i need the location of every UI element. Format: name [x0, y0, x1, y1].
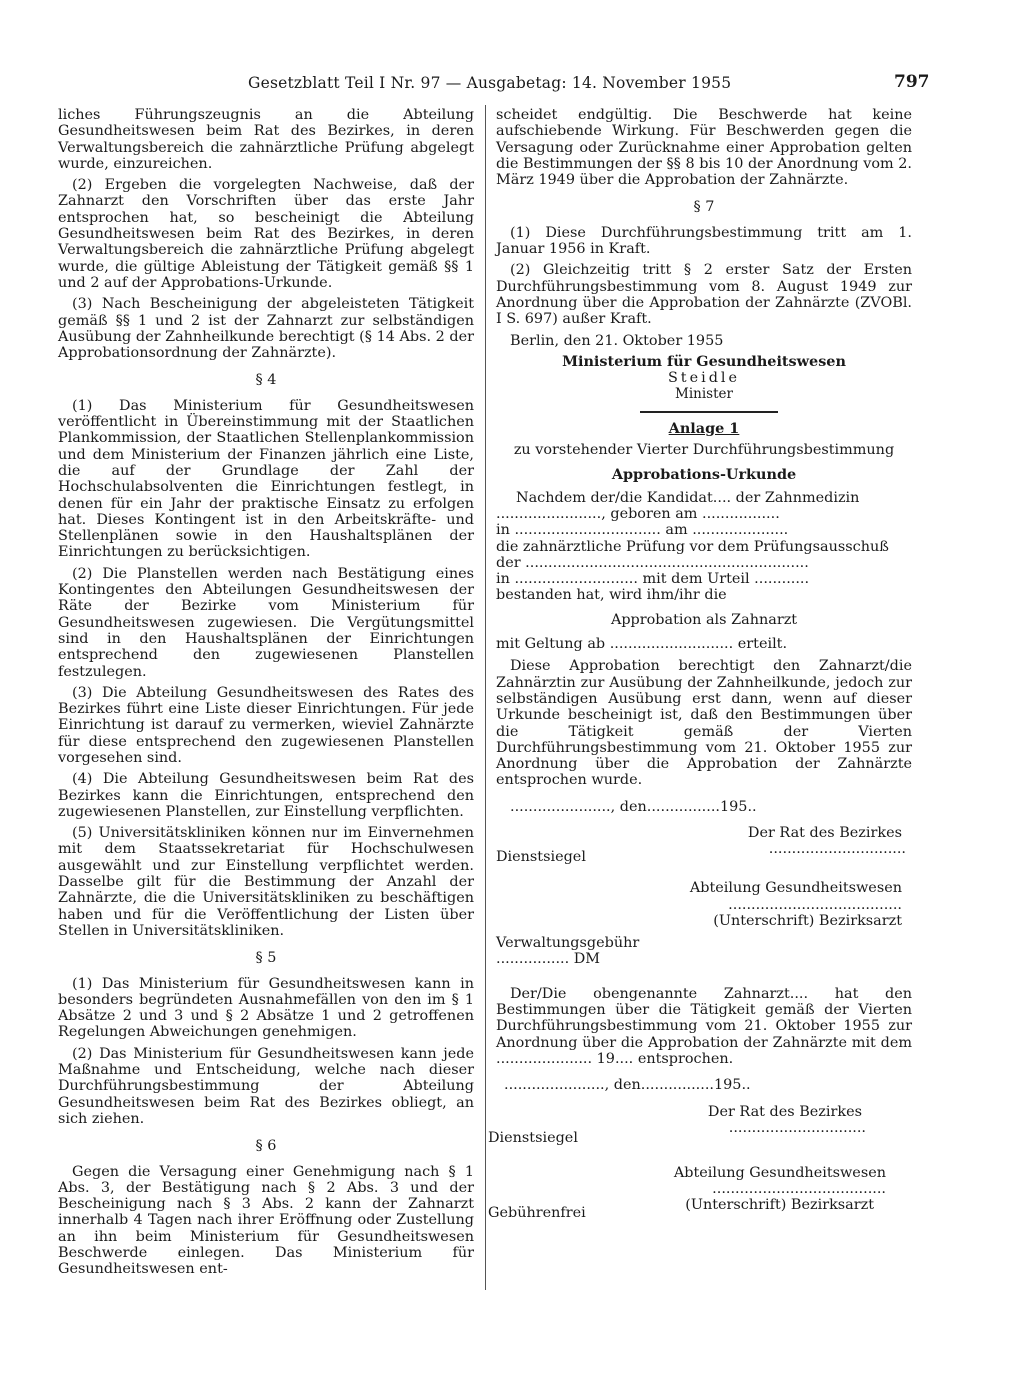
column-divider: [485, 105, 486, 1290]
form-line-6: in ........................... mit dem Urteil ............: [496, 571, 810, 588]
fee-label: Verwaltungsgebühr: [496, 935, 640, 952]
form-line-5: der ..............................................................: [496, 554, 809, 571]
validity-line: mit Geltung ab ........................... erteilt.: [496, 636, 788, 653]
paragraph-6: Gegen die Versagung einer Genehmigung nach § 1 Abs. 3, der Bestätigung nach § 2 Abs. 3 und der Bescheinigung nach § 3 Abs. 2 kann der Zahnarzt innerhalb 4 Tagen nach ihrer Eröffnung oder Zustellung an ihn beim Ministerium für Gesundheitswesen Beschwerde einlegen. Das Ministerium für Gesundheitswesen ent-: [58, 1163, 474, 1278]
seal-row-2: [488, 1119, 912, 1146]
signature-dots-2: ......................................: [728, 896, 902, 913]
authorization-paragraph: Diese Approbation berechtigt den Zahnarzt/die Zahnärztin zur Ausübung der Zahnheilkunde, jedoch zur selbständigen Ausübung erst dann, wenn auf dieser Urkunde bescheinigt ist, daß den Bestimmungen über die Tätigkeit gemäß der Vierten Durchführungsbestimmung vom 21. Oktober 1955 zur Anordnung über die Approbation der Zahnärzte entsprochen wurde.: [496, 658, 912, 789]
page-number: 797: [894, 72, 930, 92]
date-line-2: ......................, den................195..: [504, 1077, 751, 1094]
paragraph-4-5: (5) Universitätskliniken können nur im Einvernehmen mit dem Staatssekretariat für Hochschulwesen ausgewählt und zur Einstellung verpflichtet werden. Dasselbe gilt für die Bestimmung der Anzahl der Zahnärzte, die die Universitätskliniken zu beschäftigen haben und für die Veröffentlichung der Listen über Stellen in Universitätskliniken.: [58, 825, 474, 939]
seal-label-2: Dienstsiegel: [488, 1129, 578, 1146]
section-6-heading: § 6: [255, 1138, 277, 1155]
signature-caption-1: (Unterschrift) Bezirksarzt: [713, 912, 902, 929]
annex-title: Anlage 1: [668, 419, 740, 437]
approbation-line: Approbation als Zahnarzt: [610, 611, 798, 628]
paragraph-4-2: (2) Die Planstellen werden nach Bestätigung eines Kontingentes den Abteilungen Gesundheitswesen der Räte der Bezirke vom Ministerium für Gesundheitswesen zugewiesen. Die Vergütungsmittel sind in den Haushaltsplänen der Einrichtungen entsprechend den zugewiesenen Planstellen festzulegen.: [58, 565, 474, 680]
paragraph-6-continued: scheidet endgültig. Die Beschwerde hat keine aufschiebende Wirkung. Für Beschwerden gegen die Versagung oder Zurücknahme einer Approbation gelten die Bestimmungen der §§ 8 bis 10 der Anordnung vom 2. März 1949 über die Approbation der Zahnärzte.: [496, 107, 912, 189]
page-header: [0, 74, 1024, 98]
signature-caption-2: (Unterschrift) Bezirksarzt: [685, 1197, 874, 1214]
paragraph-7-1: (1) Diese Durchführungsbestimmung tritt am 1. Januar 1956 in Kraft.: [496, 224, 912, 258]
right-column: [488, 107, 912, 1222]
paragraph-continued: liches Führungszeugnis an die Abteilung Gesundheitswesen beim Rat des Bezirkes, in deren Verwaltungsbereich die zahnärztliche Prüfung abgelegt wurde, einzureichen.: [58, 107, 474, 172]
health-department-label-1: Abteilung Gesundheitswesen: [689, 880, 902, 897]
form-line-7: bestanden hat, wird ihm/ihr die: [496, 587, 727, 604]
confirmation-paragraph: Der/Die obengenannte Zahnarzt.... hat den Bestimmungen über die Tätigkeit gemäß der Vierten Durchführungsbestimmung vom 21. Oktober 1955 zur Anordnung über die Approbation der Zahnärzte mit dem ..................... 19.... entsprochen.: [496, 985, 912, 1067]
signer-name: Steidle: [667, 370, 741, 387]
section-7-heading: § 7: [693, 199, 715, 216]
paragraph-5-1: (1) Das Ministerium für Gesundheitswesen kann in besonders begründeten Ausnahmefällen von den im § 1 Absätze 2 und 3 und § 2 Absätze 1 und 2 getroffenen Regelungen Abweichungen genehmigen.: [58, 975, 474, 1041]
paragraph-7-2: (2) Gleichzeitig tritt § 2 erster Satz der Ersten Durchführungsbestimmung vom 8. August 1949 zur Anordnung über die Approbation der Zahnärzte (ZVOBl. I S. 697) außer Kraft.: [496, 262, 912, 328]
signer-title: Minister: [675, 386, 733, 403]
annex-subtitle: zu vorstehender Vierter Durchführungsbestimmung: [513, 442, 895, 459]
council-label-1: Der Rat des Bezirkes: [747, 824, 902, 841]
paragraph-4-4: (4) Die Abteilung Gesundheitswesen beim Rat des Bezirkes kann die Einrichtungen, entsprechend den zugewiesenen Planstellen, zur Einstellung verpflichten.: [58, 771, 474, 820]
footer-row: [488, 1197, 912, 1222]
certificate-title: Approbations-Urkunde: [611, 466, 797, 484]
form-line-2: ......................., geboren am .................: [496, 505, 780, 522]
paragraph-3-2: (2) Ergeben die vorgelegten Nachweise, daß der Zahnarzt den Vorschriften über das erste Jahr entsprochen hat, so bescheinigt die Abteilung Gesundheitswesen beim Rat des Bezirkes, in deren Verwaltungsbereich die zahnärztliche Prüfung abgelegt wurde, die gültige Ableistung der Tätigkeit gemäß §§ 1 und 2 auf der Approbations-Urkunde.: [58, 177, 474, 291]
separator-rule: [640, 411, 778, 413]
place-date: Berlin, den 21. Oktober 1955: [510, 332, 724, 349]
form-line-1: Nachdem der/die Kandidat.... der Zahnmedizin: [516, 489, 860, 506]
left-column: [58, 107, 474, 1283]
signature-dots-1: ..............................: [768, 841, 906, 858]
paragraph-4-3: (3) Die Abteilung Gesundheitswesen des Rates des Bezirkes führt eine Liste dieser Einrichtungen. Für jede Einrichtung ist darauf zu vermerken, wieviel Zahnärzte für diese entsprechend den zugewiesenen Planstellen vorgesehen sind.: [58, 684, 474, 766]
council-label-2: Der Rat des Bezirkes: [707, 1103, 862, 1120]
seal-label-1: Dienstsiegel: [496, 849, 586, 866]
date-line-1: ......................, den................195..: [510, 798, 757, 815]
paragraph-5-2: (2) Das Ministerium für Gesundheitswesen kann jede Maßnahme und Entscheidung, welche nach dieser Durchführungsbestimmung der Abteilung Gesundheitswesen beim Rat des Bezirkes obliegt, an sich ziehen.: [58, 1045, 474, 1127]
fee-amount: ................ DM: [496, 951, 601, 968]
ministry-name: Ministerium für Gesundheitswesen: [562, 352, 846, 370]
form-line-4: die zahnärztliche Prüfung vor dem Prüfungsausschuß: [496, 538, 889, 555]
health-department-label-2: Abteilung Gesundheitswesen: [673, 1164, 886, 1181]
gazette-title: Gesetzblatt Teil I Nr. 97 — Ausgabetag: 14. November 1955: [248, 74, 732, 92]
seal-row-1: [496, 841, 912, 866]
fee-exempt-label: Gebührenfrei: [488, 1205, 586, 1222]
signature-dots-4: ......................................: [712, 1181, 886, 1198]
section-4-heading: § 4: [255, 372, 277, 389]
signature-dots-3: ..............................: [728, 1119, 866, 1136]
form-line-3: in ................................ am .....................: [496, 522, 789, 539]
paragraph-4-1: (1) Das Ministerium für Gesundheitswesen veröffentlicht in Übereinstimmung mit der Staatlichen Plankommission, der Staatlichen Stellenplankommission und dem Ministerium der Finanzen jährlich eine Liste, die auf der Grundlage der Zahl der Hochschulabsolventen die Einrichtungen festlegt, in denen für ein Jahr der praktische Einsatz zu erfolgen hat. Dieses Kontingent ist in den Arbeitskräfte- und Stellenplänen sowie in den Haushaltsplänen der Einrichtungen zu berücksichtigen.: [58, 397, 474, 561]
paragraph-3-3: (3) Nach Bescheinigung der abgeleisteten Tätigkeit gemäß §§ 1 und 2 ist der Zahnarzt zur selbständigen Ausübung der Zahnheilkunde berechtigt (§ 14 Abs. 2 der Approbationsordnung der Zahnärzte).: [58, 296, 474, 362]
section-5-heading: § 5: [255, 950, 277, 967]
